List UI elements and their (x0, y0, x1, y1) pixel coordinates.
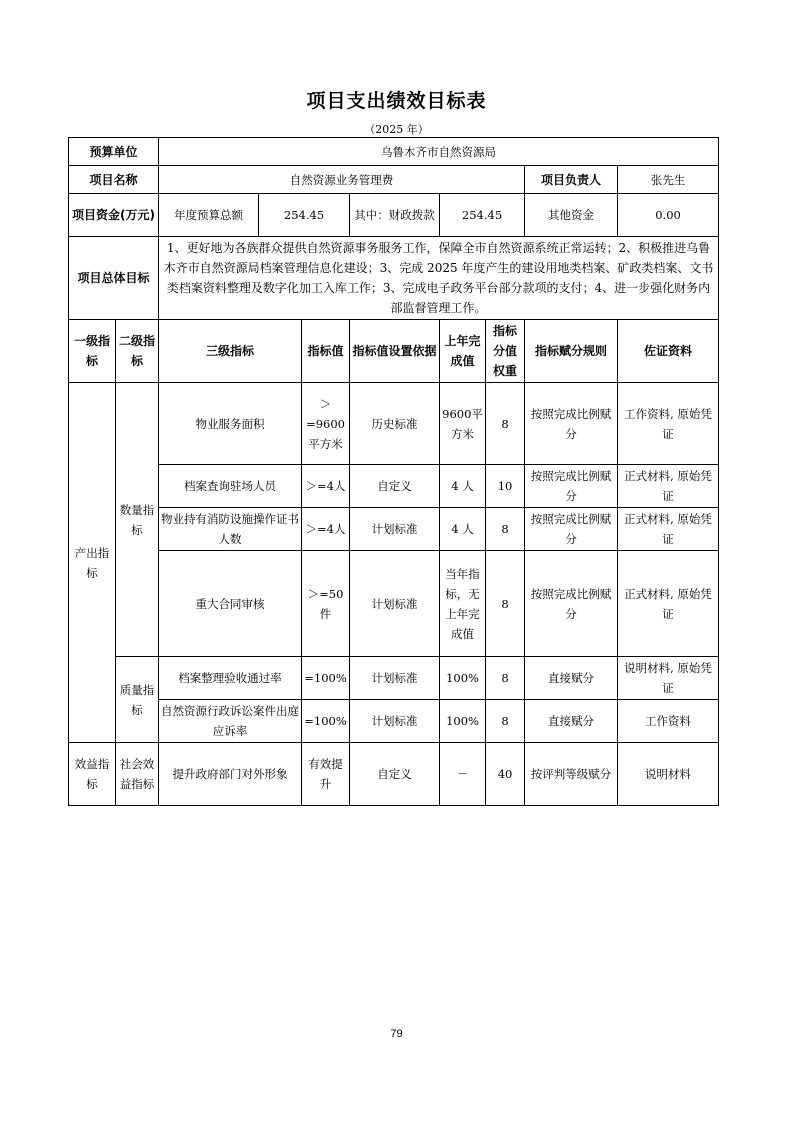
header-level1: 一级指标 (69, 320, 116, 383)
unit-label: 预算单位 (69, 138, 159, 166)
fiscal-value: 254.45 (440, 194, 525, 237)
owner-value: 张先生 (618, 166, 719, 194)
group-benefit: 效益指标 (69, 743, 116, 806)
indicator-weight: 8 (486, 383, 525, 465)
indicator-evidence: 正式材料, 原始凭证 (618, 508, 719, 551)
header-level2: 二级指标 (116, 320, 159, 383)
indicator-basis: 计划标准 (350, 551, 440, 657)
funds-row (69, 194, 719, 237)
indicator-name: 档案整理验收通过率 (159, 657, 302, 700)
indicator-last-year: 9600平方米 (440, 383, 486, 465)
indicator-basis: 计划标准 (350, 700, 440, 743)
header-value: 指标值 (302, 320, 350, 383)
project-value: 自然资源业务管理费 (159, 166, 525, 194)
group-quantity: 数量指标 (116, 383, 159, 657)
table-row (69, 743, 719, 806)
indicator-rule: 按照完成比例赋分 (525, 465, 618, 508)
header-basis: 指标值设置依据 (350, 320, 440, 383)
indicator-weight: 8 (486, 551, 525, 657)
goal-row (69, 237, 719, 320)
year-label: （2025 年） (364, 123, 429, 136)
indicator-weight: 40 (486, 743, 525, 806)
fiscal-label: 其中：财政拨款 (350, 194, 440, 237)
indicator-weight: 8 (486, 700, 525, 743)
unit-row (69, 138, 719, 166)
indicator-evidence: 说明材料, 原始凭证 (618, 657, 719, 700)
indicator-rule: 按评判等级赋分 (525, 743, 618, 806)
group-quality: 质量指标 (116, 657, 159, 743)
performance-table (68, 137, 719, 806)
indicator-last-year: 100% (440, 657, 486, 700)
indicator-value: =100% (302, 657, 350, 700)
header-rule: 指标赋分规则 (525, 320, 618, 383)
table-row (69, 508, 719, 551)
indicator-basis: 历史标准 (350, 383, 440, 465)
header-last-year: 上年完成值 (440, 320, 486, 383)
indicator-basis: 计划标准 (350, 508, 440, 551)
indicator-basis: 自定义 (350, 743, 440, 806)
indicator-rule: 直接赋分 (525, 657, 618, 700)
indicator-name: 重大合同审核 (159, 551, 302, 657)
indicator-value: ＞=50件 (302, 551, 350, 657)
table-row (69, 465, 719, 508)
table-row (69, 700, 719, 743)
indicator-value: =100% (302, 700, 350, 743)
other-funds-value: 0.00 (618, 194, 719, 237)
header-weight: 指标分值权重 (486, 320, 525, 383)
indicator-rule: 按照完成比例赋分 (525, 551, 618, 657)
indicator-last-year: 100% (440, 700, 486, 743)
page-number: 79 (390, 1028, 403, 1040)
indicator-evidence: 工作资料, 原始凭证 (618, 383, 719, 465)
project-row (69, 166, 719, 194)
indicator-value: ＞=4人 (302, 465, 350, 508)
indicator-last-year: 4 人 (440, 465, 486, 508)
indicator-name: 档案查询驻场人员 (159, 465, 302, 508)
header-evidence: 佐证资料 (618, 320, 719, 383)
table-row (69, 551, 719, 657)
indicator-evidence: 正式材料, 原始凭证 (618, 465, 719, 508)
indicator-last-year: 当年指标，无上年完成值 (440, 551, 486, 657)
indicator-last-year: 4 人 (440, 508, 486, 551)
indicator-rule: 直接赋分 (525, 700, 618, 743)
indicator-last-year: － (440, 743, 486, 806)
indicator-evidence: 正式材料, 原始凭证 (618, 551, 719, 657)
indicator-value: ＞=9600平方米 (302, 383, 350, 465)
indicator-name: 自然资源行政诉讼案件出庭应诉率 (159, 700, 302, 743)
indicator-value: ＞=4人 (302, 508, 350, 551)
indicator-evidence: 说明材料 (618, 743, 719, 806)
indicator-value: 有效提升 (302, 743, 350, 806)
header-level3: 三级指标 (159, 320, 302, 383)
goal-label: 项目总体目标 (69, 237, 159, 320)
indicator-basis: 自定义 (350, 465, 440, 508)
unit-value: 乌鲁木齐市自然资源局 (159, 138, 719, 166)
group-output: 产出指标 (69, 383, 116, 743)
indicator-name: 提升政府部门对外形象 (159, 743, 302, 806)
header-row (69, 320, 719, 383)
owner-label: 项目负责人 (525, 166, 618, 194)
indicator-weight: 8 (486, 657, 525, 700)
project-label: 项目名称 (69, 166, 159, 194)
page-title: 项目支出绩效目标表 (306, 90, 487, 112)
indicator-weight: 8 (486, 508, 525, 551)
table-row (69, 383, 719, 465)
funds-label: 项目资金(万元) (69, 194, 159, 237)
indicator-name: 物业服务面积 (159, 383, 302, 465)
indicator-evidence: 工作资料 (618, 700, 719, 743)
indicator-rule: 按照完成比例赋分 (525, 508, 618, 551)
other-funds-label: 其他资金 (525, 194, 618, 237)
goal-text: 1、更好地为各族群众提供自然资源事务服务工作，保障全市自然资源系统正常运转；2、积极推进乌鲁木齐市自然资源局档案管理信息化建设；3、完成 2025 年度产生的建设用地类档案、矿政类档案、文书类档案资料整理及数字化加工入库工作；3、完成电子政务平台部分款项的支付；4、进一步强化财务内部监督管理工作。 (159, 237, 719, 320)
table-row (69, 657, 719, 700)
indicator-weight: 10 (486, 465, 525, 508)
annual-budget-label: 年度预算总额 (174, 208, 244, 222)
indicator-rule: 按照完成比例赋分 (525, 383, 618, 465)
indicator-name: 物业持有消防设施操作证书人数 (159, 508, 302, 551)
annual-budget-value: 254.45 (258, 194, 349, 236)
indicator-basis: 计划标准 (350, 657, 440, 700)
group-social: 社会效益指标 (116, 743, 159, 806)
